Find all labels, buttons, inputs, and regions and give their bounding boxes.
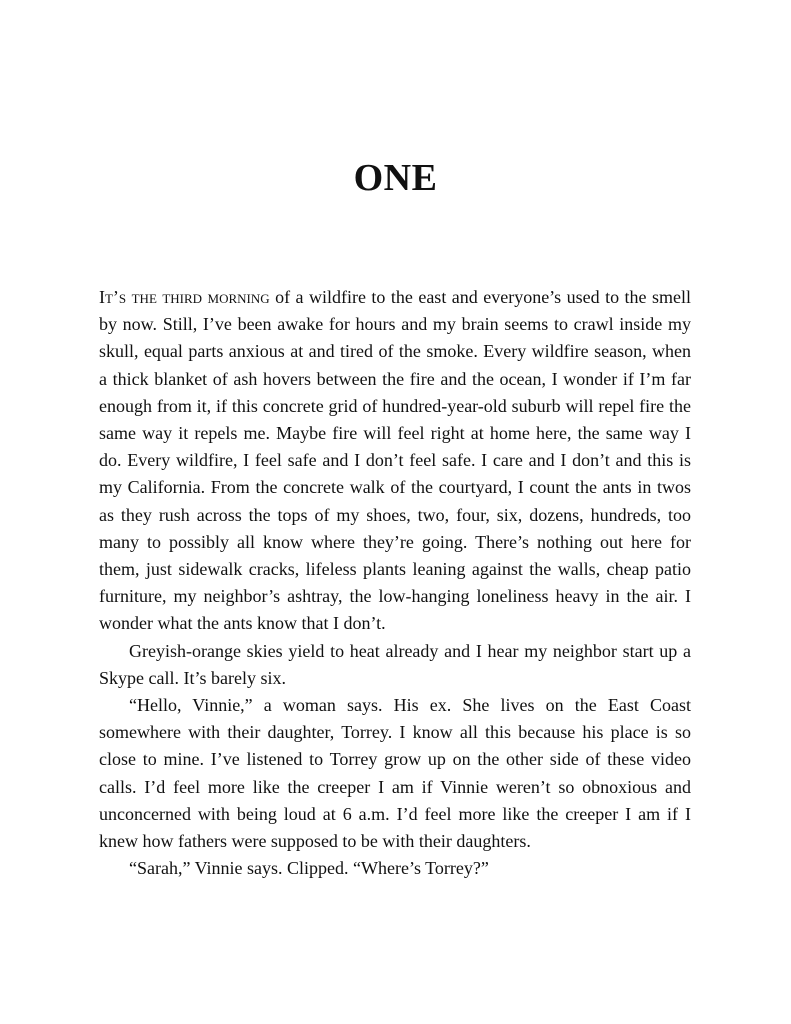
lead-in-smallcaps: It’s the third morning (99, 287, 270, 307)
paragraph-1 (99, 284, 691, 638)
paragraph-1-text: of a wildfire to the east and everyone’s used to the smell by now. Still, I’ve been awake for hours and my brain seems to crawl inside my skull, equal parts anxious at and tired of the smoke. Every wildfire season, when a thick blanket of ash hovers between the fire and the ocean, I wonder if I’m far enough from it, if this concrete grid of hundred-year-old suburb will repel fire the same way it repels me. Maybe fire will feel right at home here, the same way I do. Every wildfire, I feel safe and I don’t feel safe. I care and I don’t and this is my California. From the concrete walk of the courtyard, I count the ants in twos as they rush across the tops of my shoes, two, four, six, dozens, hundreds, too many to possibly all know where they’re going. There’s nothing out here for them, just sidewalk cracks, lifeless plants leaning against the walls, cheap patio furniture, my neighbor’s ashtray, the low-hanging loneliness heavy in the air. I wonder what the ants know that I don’t. (99, 287, 691, 634)
paragraph-4: “Sarah,” Vinnie says. Clipped. “Where’s Torrey?” (129, 858, 489, 879)
chapter-body (99, 284, 691, 882)
chapter-title: ONE (353, 157, 438, 199)
paragraph-2: Greyish-orange skies yield to heat already and I hear my neighbor start up a Skype call. It’s barely six. (99, 640, 691, 688)
paragraph-3: “Hello, Vinnie,” a woman says. His ex. She lives on the East Coast somewhere with their daughter, Torrey. I know all this because his place is so close to mine. I’ve listened to Torrey grow up on the other side of these video calls. I’d feel more like the creeper I am if Vinnie weren’t so obnoxious and unconcerned with being loud at 6 a.m. I’d feel more like the creeper I am if I knew how fathers were supposed to be with their daughters. (99, 695, 691, 852)
